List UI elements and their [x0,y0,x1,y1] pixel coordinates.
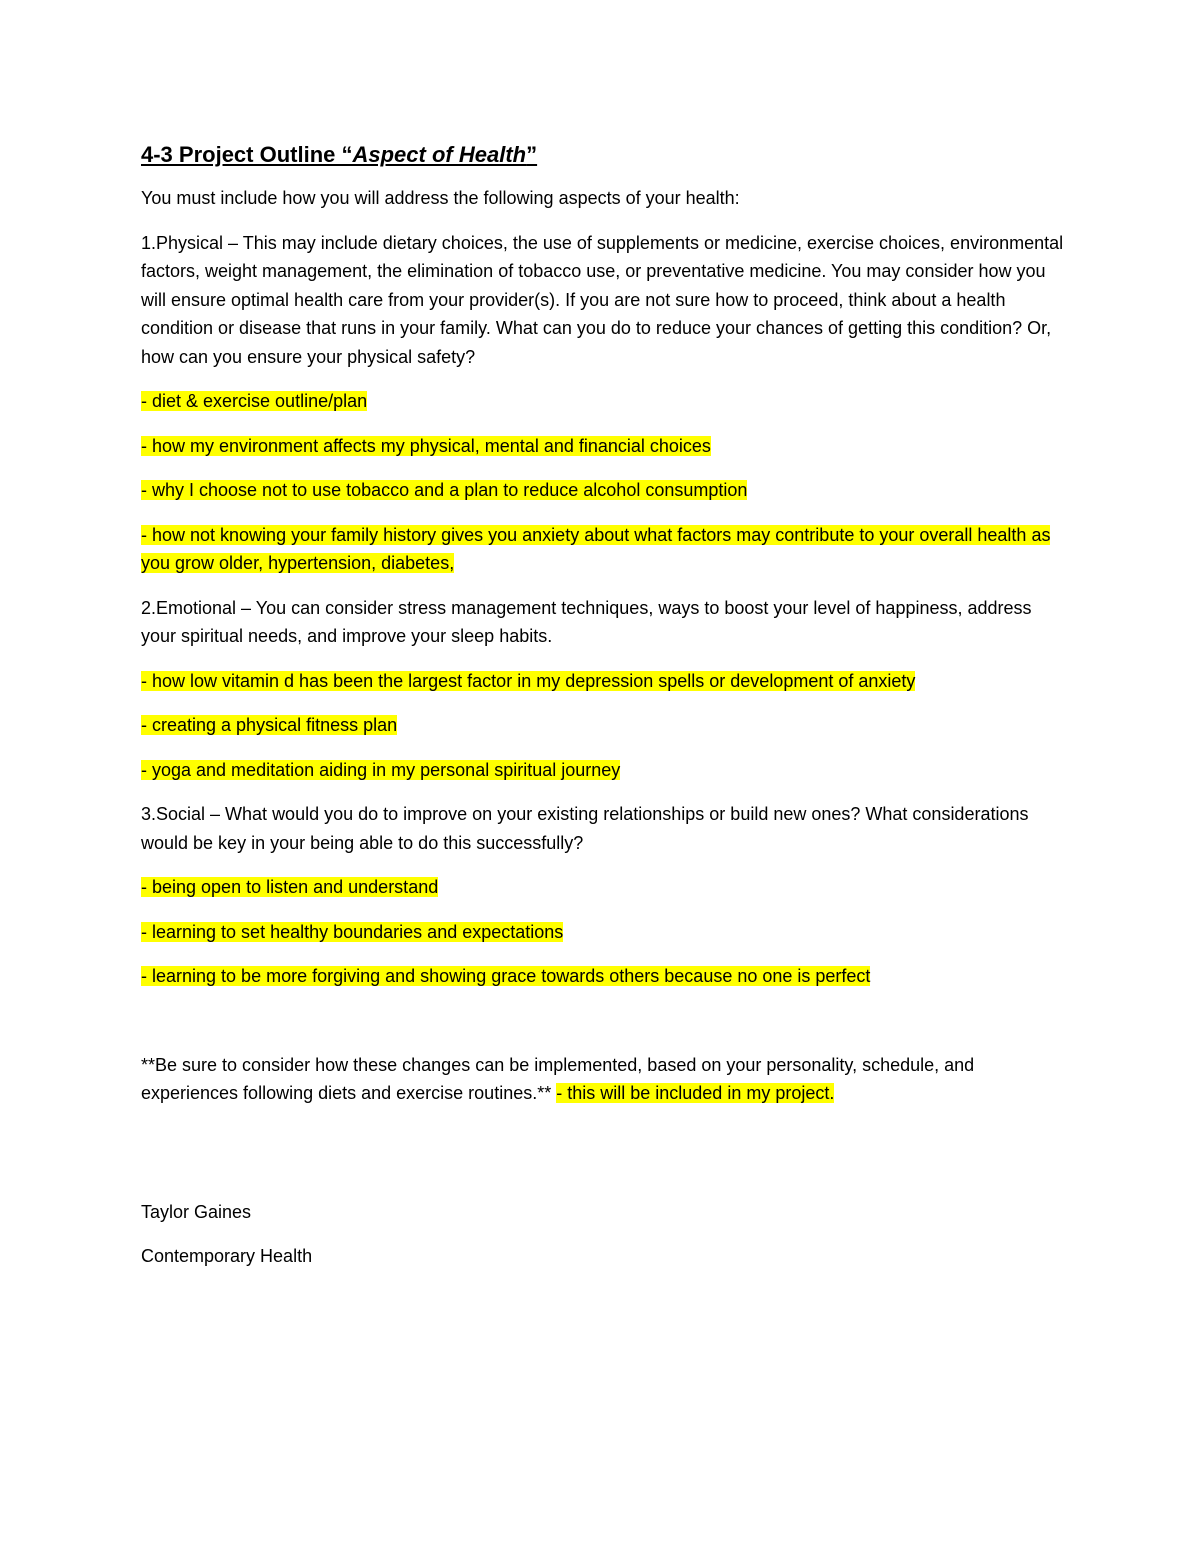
physical-answer [141,476,1071,505]
title-prefix: 4-3 Project Outline “ [141,142,353,167]
social-answer [141,873,1071,902]
closing-note: **Be sure to consider how these changes can be implemented, based on your personality, schedule, and experiences following diets and exercise routines.** [141,1054,975,1103]
physical-prompt: 1.Physical – This may include dietary choices, the use of supplements or medicine, exercise choices, environmental factors, weight management, the elimination of tobacco use, or preventative medicine. You may consider how you will ensure optimal health care from your provider(s). If you are not sure how to proceed, think about a health condition or disease that runs in your family. What can you do to reduce your chances of getting this condition? Or, how can you ensure your physical safety? [141,232,1064,367]
highlighted-text: - yoga and meditation aiding in my personal spiritual journey [141,759,621,780]
social-answer [141,962,1071,991]
author-name: Taylor Gaines [141,1201,252,1222]
emotional-answer [141,756,1071,785]
highlighted-text: - being open to listen and understand [141,877,439,897]
course-name: Contemporary Health [141,1246,313,1266]
physical-answer [141,387,1071,416]
document-title [141,140,1071,170]
highlighted-text: - learning to be more forgiving and showing grace towards others because no one is perfect [141,966,871,986]
closing-answer: - this will be included in my project. [556,1083,835,1103]
title-suffix: ” [526,142,538,167]
social-answer [141,918,1071,947]
highlighted-text: - why I choose not to use tobacco and a plan to reduce alcohol consumption [141,480,748,500]
closing-paragraph [141,1051,1071,1108]
emotional-answer [141,667,1071,696]
highlighted-text: - how low vitamin d has been the largest factor in my depression spells or development of anxiety [141,670,916,691]
highlighted-text: - how my environment affects my physical, mental and financial choices [141,435,711,456]
highlighted-text: - creating a physical fitness plan [141,715,398,735]
intro-text: You must include how you will address the following aspects of your health: [141,188,740,208]
highlighted-text: - how not knowing your family history gives you anxiety about what factors may contribute to your overall health as you grow older, hypertension, diabetes, [141,524,1051,573]
title-italic: Aspect of Health [352,142,527,167]
emotional-answer [141,711,1071,740]
spacer [141,1124,1071,1198]
highlighted-text: - learning to set healthy boundaries and expectations [141,921,564,942]
spacer [141,1007,1071,1051]
physical-answer [141,521,1071,578]
physical-answer [141,432,1071,461]
document-page [141,140,1071,1287]
social-prompt: 3.Social – What would you do to improve on your existing relationships or build new ones? What considerations would be key in your being able to do this successfully? [141,804,1029,853]
emotional-prompt: 2.Emotional – You can consider stress management techniques, ways to boost your level of happiness, address your spiritual needs, and improve your sleep habits. [141,597,1032,646]
highlighted-text: - diet & exercise outline/plan [141,391,368,411]
